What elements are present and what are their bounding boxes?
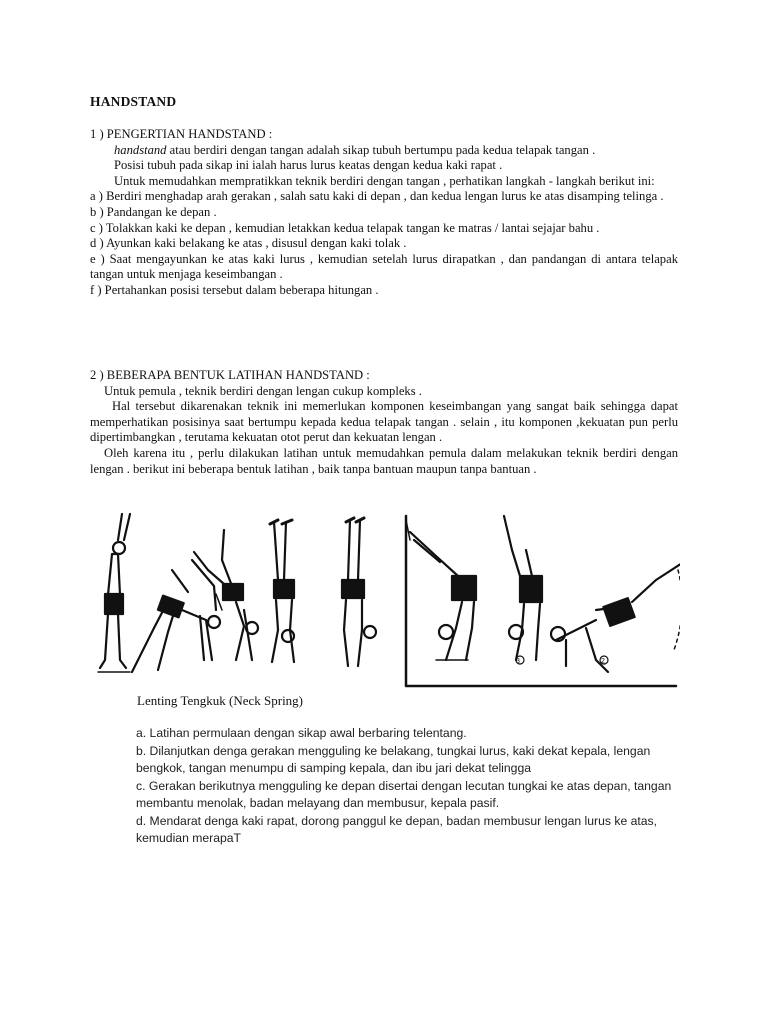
handstand-sequence-figures xyxy=(98,514,376,672)
section-heading: 2 ) BEBERAPA BENTUK LATIHAN HANDSTAND : xyxy=(90,368,370,382)
handstand-illustration xyxy=(96,510,680,690)
step-item: c ) Tolakkan kaki ke depan , kemudian letakkan kedua telapak tangan ke matras / lantai sejajar bahu . xyxy=(90,220,600,235)
neck-spring-steps xyxy=(136,725,696,848)
step-item: b ) Pandangan ke depan . xyxy=(90,204,217,219)
figure-label: 3 xyxy=(516,658,520,665)
figure-standing xyxy=(98,514,130,672)
step-item: e ) Saat mengayunkan ke atas kaki lurus , kemudian setelah lurus dirapatkan , dan pandangan di antara telapak tangan untuk menjaga keseimbangan . xyxy=(90,251,678,282)
paragraph: Hal tersebut dikarenakan teknik ini memerlukan komponen keseimbangan yang sangat baik sehingga dapat memperhatikan posisinya saat bertumpu kepada kedua telapak tangan . selain , itu komponen ,kekuatan pun perlu dipertimbangkan , terutama kekuatan otot perut dan kekuatan lengan . xyxy=(90,399,678,445)
figure-wall-handstand xyxy=(410,532,476,660)
paragraph: Oleh karena itu , perlu dilakukan latihan untuk memudahkan pemula dalam melakukan teknik berdiri dengan lengan . berikut ini beberapa bentuk latihan , baik tanpa bantuan maupun tanpa bantuan . xyxy=(90,445,678,476)
step-item: a ) Berdiri menghadap arah gerakan , salah satu kaki di depan , dan kedua lengan lurus ke atas disamping telinga . xyxy=(90,189,664,204)
step-item: d ) Ayunkan kaki belakang ke atas , disusul dengan kaki tolak . xyxy=(90,236,407,251)
figure-kick-bent xyxy=(504,516,542,665)
figure-kick-up xyxy=(194,530,258,660)
section-heading: 1 ) PENGERTIAN HANDSTAND : xyxy=(90,127,273,141)
figure-leg-lift xyxy=(551,558,680,672)
neck-spring-step: d. Mendarat denga kaki rapat, dorong panggul ke depan, badan membusur lengan lurus ke atas, kemudian merapaT xyxy=(136,813,658,845)
definition-text: atau berdiri dengan tangan adalah sikap tubuh bertumpu pada kedua telapak tangan . xyxy=(166,142,596,157)
definition-term: handstand xyxy=(114,142,167,157)
step-item: f ) Pertahankan posisi tersebut dalam beberapa hitungan . xyxy=(90,282,379,297)
neck-spring-step: b. Dilanjutkan denga gerakan mengguling ke belakang, tungkai lurus, kaki dekat kepala, lengan bengkok, tangan menumpu di samping kepala, dan ibu jari dekat telingga xyxy=(136,743,651,775)
neck-spring-step: c. Gerakan berikutnya mengguling ke depan disertai dengan lecutan tungkai ke atas depan, tangan membantu menolak, badan melayang dan membusur, kepala pasif. xyxy=(136,778,672,810)
page-title: HANDSTAND xyxy=(90,94,177,109)
paragraph: Untuk pemula , teknik berdiri dengan lengan cukup kompleks . xyxy=(104,383,422,398)
neck-spring-step: a. Latihan permulaan dengan sikap awal berbaring telentang. xyxy=(136,726,467,740)
figure-caption: Lenting Tengkuk (Neck Spring) xyxy=(137,693,304,708)
section-pengertian xyxy=(90,127,678,299)
figure-lunge xyxy=(132,560,222,672)
section-latihan xyxy=(90,368,678,477)
paragraph: Untuk memudahkan mempratikkan teknik berdiri dengan tangan , perhatikan langkah - langkah berikut ini: xyxy=(114,173,655,188)
figure-handstand xyxy=(270,520,294,662)
paragraph: Posisi tubuh pada sikap ini ialah harus lurus keatas dengan kedua kaki rapat . xyxy=(114,158,503,173)
figure-handstand-hold xyxy=(342,518,376,666)
definition-paragraph xyxy=(90,143,678,159)
wall-handstand-panel xyxy=(406,516,680,686)
figure-label: 2 xyxy=(601,658,605,665)
